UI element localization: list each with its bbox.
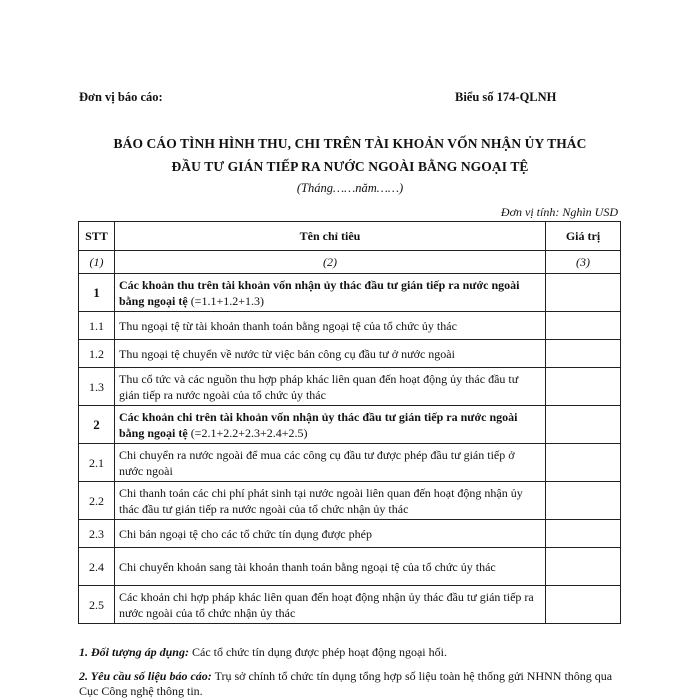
note1-text: Các tổ chức tín dụng được phép hoạt động ngoại hối. — [188, 645, 447, 659]
row-value-cell[interactable] — [546, 586, 621, 624]
row-indicator-name — [115, 340, 546, 368]
row-indicator-text: Chi thanh toán các chi phí phát sinh tại nước ngoài liên quan đến hoạt động nhận ủy thác đầu tư gián tiếp ra nước ngoài của tổ chức nhận ủy thác — [119, 485, 523, 516]
table-row — [79, 548, 621, 586]
row-indicator-text: Thu ngoại tệ từ tài khoản thanh toán bằng ngoại tệ của tổ chức ủy thác — [119, 318, 457, 333]
note-data-requirements — [79, 669, 624, 699]
row-value-cell[interactable] — [546, 482, 621, 520]
table-row — [79, 340, 621, 368]
row-stt: 2 — [79, 406, 115, 444]
row-value-cell[interactable] — [546, 548, 621, 586]
report-table — [78, 221, 621, 624]
header-value: Giá trị — [546, 222, 621, 251]
col-number-2: (2) — [115, 251, 546, 274]
row-indicator-name — [115, 312, 546, 340]
row-indicator-name — [115, 548, 546, 586]
row-indicator-name — [115, 586, 546, 624]
table-header-row — [79, 222, 621, 251]
row-value-cell[interactable] — [546, 520, 621, 548]
row-value-cell[interactable] — [546, 274, 621, 312]
report-title-line2: ĐẦU TƯ GIÁN TIẾP RA NƯỚC NGOÀI BẰNG NGOẠI TỆ — [171, 159, 529, 174]
note1-label: 1. Đối tượng áp dụng: — [79, 645, 189, 659]
row-stt: 1.3 — [79, 368, 115, 406]
report-period: (Tháng……năm……) — [296, 181, 404, 195]
row-value-cell[interactable] — [546, 368, 621, 406]
note2-label: 2. Yêu cầu số liệu báo cáo: — [79, 669, 212, 683]
row-value-cell[interactable] — [546, 312, 621, 340]
column-numbering-row — [79, 251, 621, 274]
form-number: Biểu số 174-QLNH — [455, 90, 557, 104]
row-indicator-text: Thu ngoại tệ chuyển về nước từ việc bán công cụ đầu tư ở nước ngoài — [119, 346, 455, 361]
table-row — [79, 406, 621, 444]
table-row — [79, 274, 621, 312]
table-row — [79, 312, 621, 340]
row-stt: 2.2 — [79, 482, 115, 520]
row-indicator-text: Chi bán ngoại tệ cho các tổ chức tín dụng được phép — [119, 526, 372, 541]
table-row — [79, 520, 621, 548]
report-title-line1: BÁO CÁO TÌNH HÌNH THU, CHI TRÊN TÀI KHOẢN VỐN NHẬN ỦY THÁC — [113, 136, 587, 151]
row-indicator-name — [115, 520, 546, 548]
row-stt: 1 — [79, 274, 115, 312]
row-indicator-text: Chi chuyển khoản sang tài khoản thanh toán bằng ngoại tệ của tổ chức ủy thác — [119, 559, 496, 574]
row-indicator-name — [115, 444, 546, 482]
row-indicator-text: Các khoản chi hợp pháp khác liên quan đến hoạt động nhận ủy thác đầu tư gián tiếp ra nước ngoài của tổ chức nhận ủy thác — [119, 589, 534, 620]
row-stt: 2.3 — [79, 520, 115, 548]
row-indicator-name — [115, 406, 546, 444]
row-indicator-text: (=1.1+1.2+1.3) — [187, 293, 264, 308]
header-stt: STT — [79, 222, 115, 251]
row-indicator-bold: Các khoản thu trên tài khoản vốn nhận ủy thác đầu tư gián tiếp ra nước ngoài bằng ngoại tệ — [119, 277, 520, 308]
header-indicator-name: Tên chỉ tiêu — [115, 222, 546, 251]
row-indicator-text: (=2.1+2.2+2.3+2.4+2.5) — [187, 425, 308, 440]
note-applicable-subjects — [79, 645, 624, 660]
row-indicator-name — [115, 482, 546, 520]
col-number-1: (1) — [79, 251, 115, 274]
unit-label: Đơn vị tính: Nghìn USD — [500, 205, 618, 219]
note2-text: Trụ sở chính tổ chức tín dụng tổng hợp số liệu toàn hệ thống gửi NHNN thông qua Cục Công nghệ thông tin. — [79, 669, 613, 698]
row-stt: 1.1 — [79, 312, 115, 340]
reporting-unit-label: Đơn vị báo cáo: — [79, 90, 163, 104]
row-indicator-text: Chi chuyển ra nước ngoài để mua các công cụ đầu tư được phép đầu tư gián tiếp ở nước ngoài — [119, 447, 515, 478]
row-stt: 2.5 — [79, 586, 115, 624]
row-value-cell[interactable] — [546, 444, 621, 482]
row-stt: 2.4 — [79, 548, 115, 586]
row-indicator-bold: Các khoản chi trên tài khoản vốn nhận ủy thác đầu tư gián tiếp ra nước ngoài bằng ngoại tệ — [119, 409, 518, 440]
table-row — [79, 368, 621, 406]
row-value-cell[interactable] — [546, 340, 621, 368]
row-value-cell[interactable] — [546, 406, 621, 444]
row-indicator-name — [115, 368, 546, 406]
table-row — [79, 482, 621, 520]
table-row — [79, 586, 621, 624]
row-indicator-name — [115, 274, 546, 312]
row-indicator-text: Thu cổ tức và các nguồn thu hợp pháp khác liên quan đến hoạt động ủy thác đầu tư gián tiếp ra nước ngoài của tổ chức ủy thác — [119, 371, 519, 402]
row-stt: 2.1 — [79, 444, 115, 482]
table-row — [79, 444, 621, 482]
row-stt: 1.2 — [79, 340, 115, 368]
col-number-3: (3) — [546, 251, 621, 274]
